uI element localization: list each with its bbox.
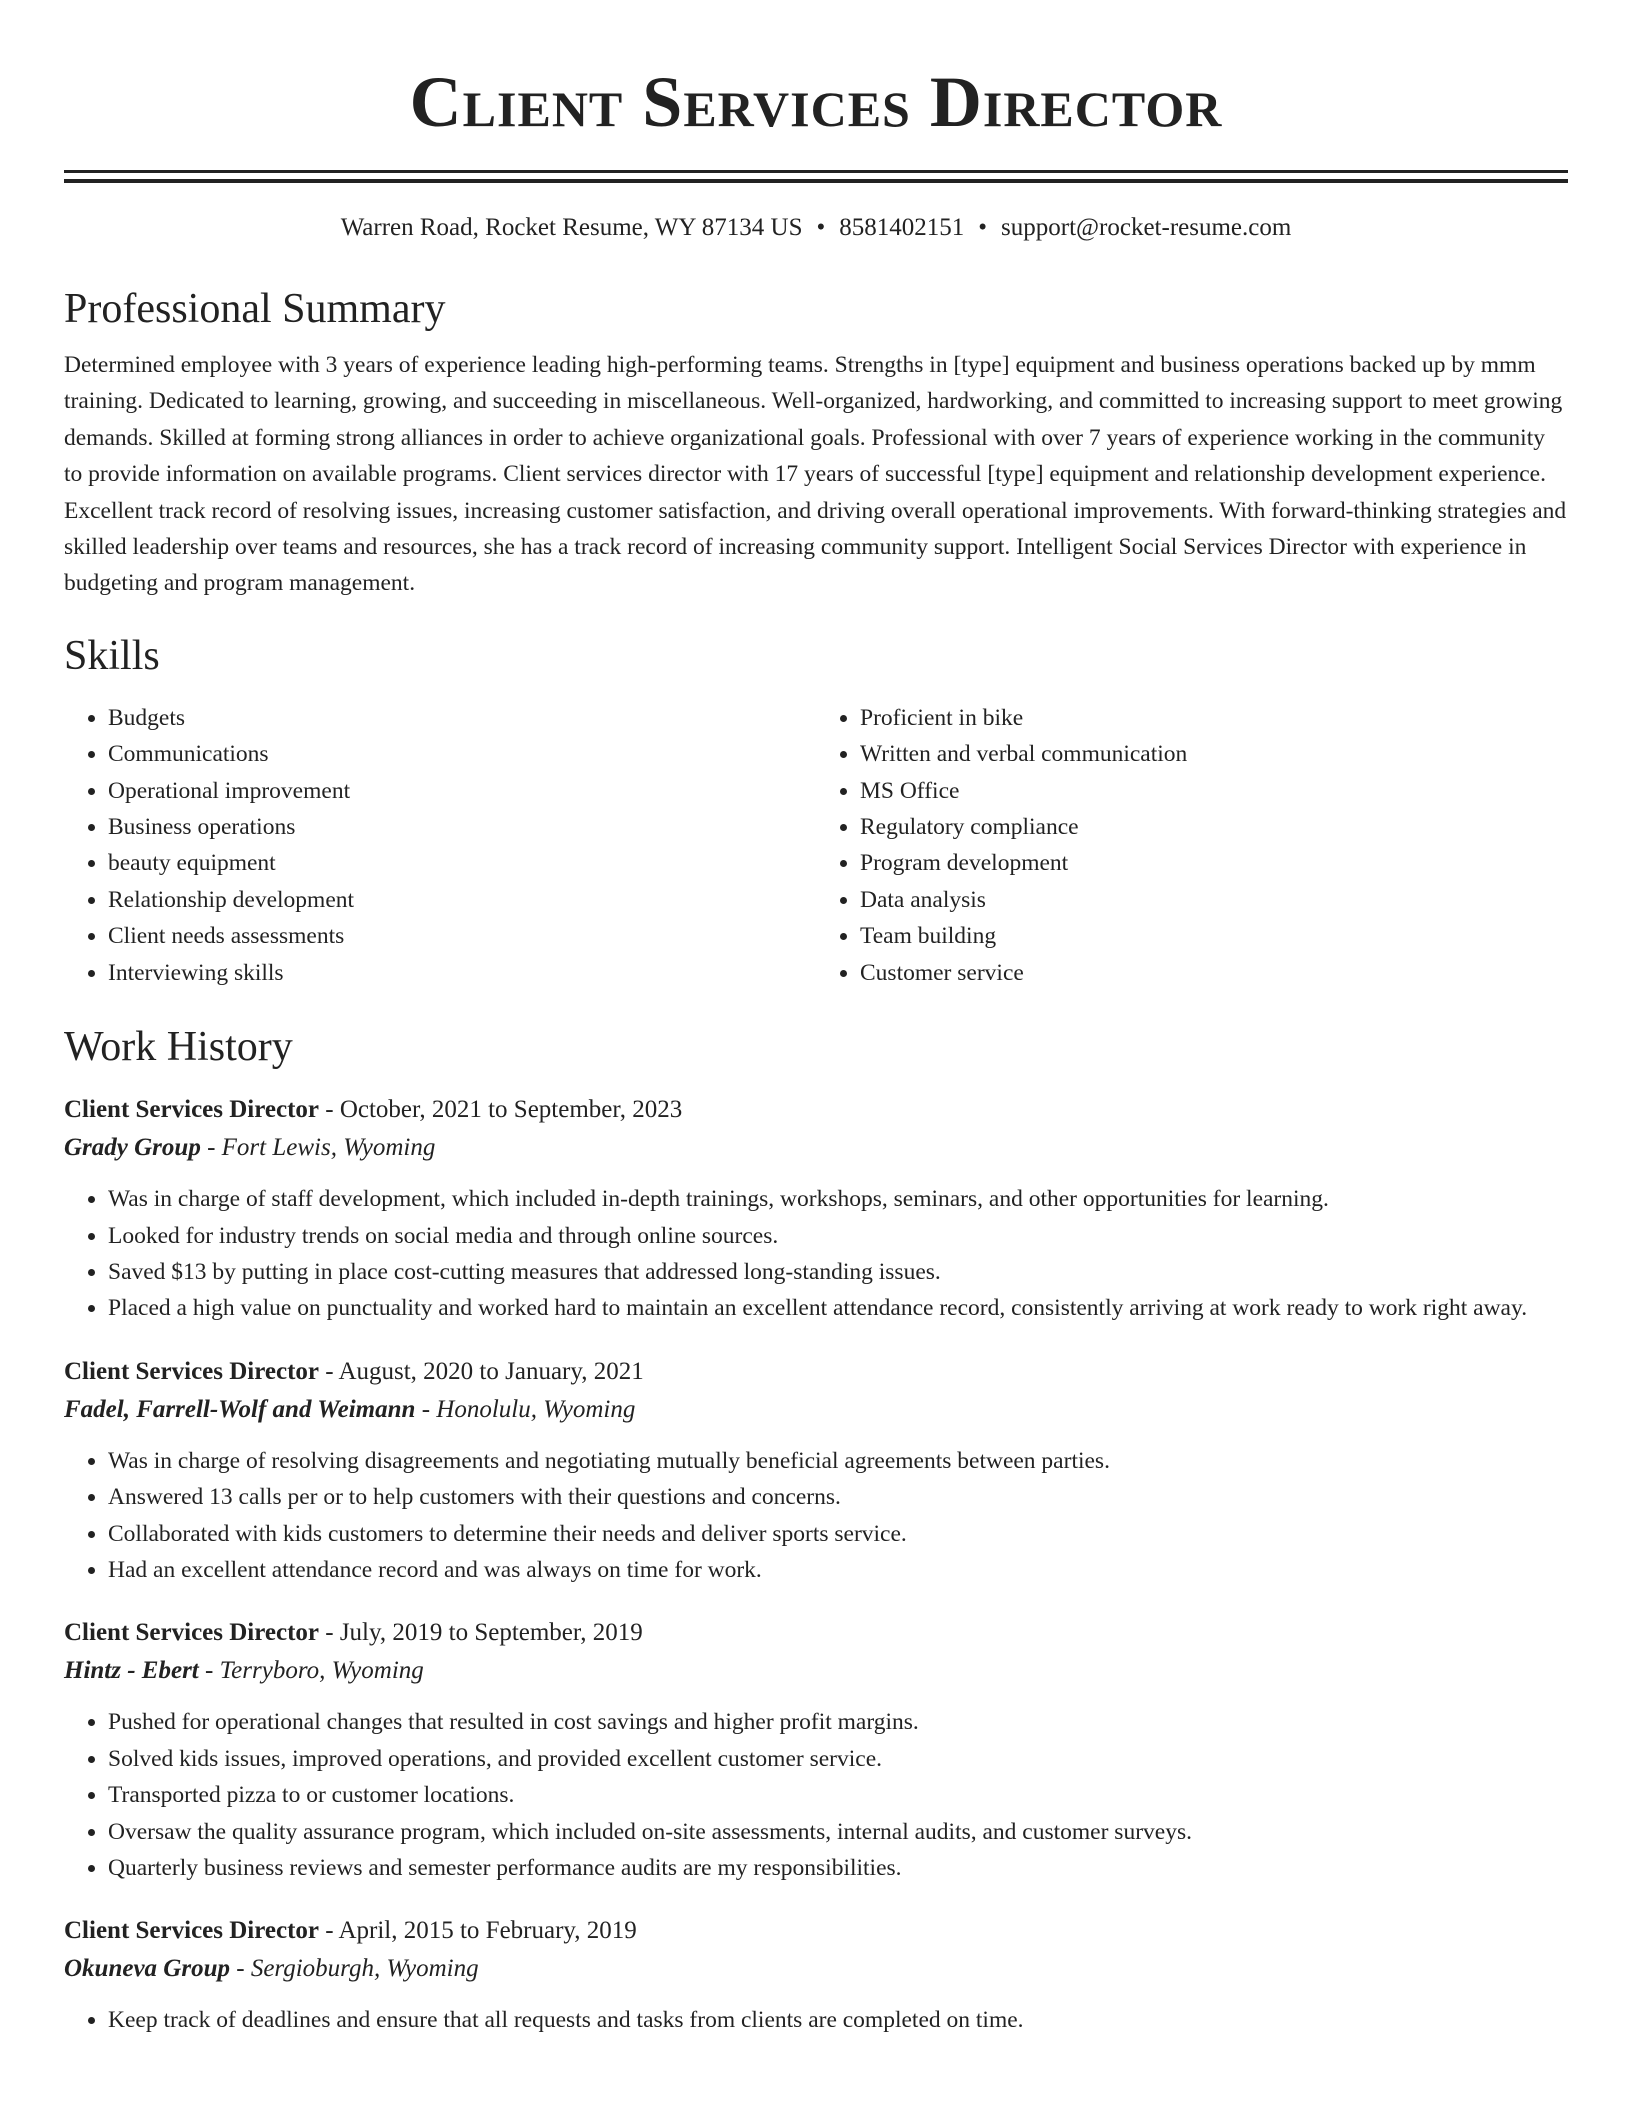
contact-separator: • <box>816 214 826 241</box>
skill-item: • Customer service <box>860 955 1568 991</box>
skill-item: • Data analysis <box>860 882 1568 918</box>
title-rule-thick <box>64 179 1568 183</box>
contact-separator: • <box>978 214 988 241</box>
skill-item: • Proficient in bike <box>860 700 1568 736</box>
job-bullets <box>64 1181 1568 1327</box>
job-bullet: • Oversaw the quality assurance program, which included on-site assessments, internal audits, and customer surveys. <box>108 1814 1568 1850</box>
job-bullets <box>64 2002 1568 2038</box>
job-entry <box>64 1912 1568 2038</box>
summary-text: Determined employee with 3 years of experience leading high-performing teams. Strengths in [type] equipment and business operations backed up by mmm training. Dedicated to learning, growing, and succeeding in miscellaneous. Well-organized, hardworking, and committed to increasing support to meet growing demands. Skilled at forming strong alliances in order to achieve organizational goals. Professional with over 7 years of experience working in the community to provide information on available programs. Client services director with 17 years of successful [type] equipment and relationship development experience. Excellent track record of resolving issues, increasing customer satisfaction, and driving overall operational improvements. With forward-thinking strategies and skilled leadership over teams and resources, she has a track record of increasing community support. Intelligent Social Services Director with experience in budgeting and program management. <box>64 352 1567 597</box>
job-location: - Honolulu, Wyoming <box>415 1395 636 1423</box>
contact-phone: 8581402151 <box>839 214 965 241</box>
skill-item: • Interviewing skills <box>108 955 816 991</box>
job-header <box>64 1353 1568 1391</box>
job-role: Client Services Director <box>64 1357 319 1385</box>
job-bullet: • Keep track of deadlines and ensure that all requests and tasks from clients are completed on time. <box>108 2002 1568 2038</box>
job-bullet: • Placed a high value on punctuality and worked hard to maintain an excellent attendance record, consistently arriving at work ready to work right away. <box>108 1290 1568 1326</box>
skill-item: • Business operations <box>108 809 816 845</box>
summary-heading: Professional Summary <box>64 286 446 332</box>
job-bullets <box>64 1443 1568 1589</box>
job-bullet: • Collaborated with kids customers to determine their needs and deliver sports service. <box>108 1516 1568 1552</box>
skill-item: • beauty equipment <box>108 845 816 881</box>
job-employer <box>64 1950 1568 1988</box>
resume-title: Client Services Director <box>409 62 1223 142</box>
skill-item: • MS Office <box>860 773 1568 809</box>
job-header <box>64 1614 1568 1652</box>
job-role: Client Services Director <box>64 1096 319 1124</box>
job-location: - Fort Lewis, Wyoming <box>200 1134 436 1162</box>
skills-column-left <box>64 700 816 991</box>
skill-item: • Relationship development <box>108 882 816 918</box>
job-dates: - July, 2019 to September, 2019 <box>319 1619 643 1647</box>
job-dates: - August, 2020 to January, 2021 <box>319 1357 644 1385</box>
skill-item: • Written and verbal communication <box>860 736 1568 772</box>
job-bullet: • Looked for industry trends on social media and through online sources. <box>108 1218 1568 1254</box>
job-bullet: • Solved kids issues, improved operations, and provided excellent customer service. <box>108 1741 1568 1777</box>
work-history-heading: Work History <box>64 1024 293 1071</box>
skill-item: • Budgets <box>108 700 816 736</box>
job-bullet: • Quarterly business reviews and semester performance audits are my responsibilities. <box>108 1850 1568 1886</box>
job-bullet: • Had an excellent attendance record and was always on time for work. <box>108 1552 1568 1588</box>
job-company: Okuneva Group <box>64 1955 230 1983</box>
job-bullets <box>64 1704 1568 1886</box>
job-bullet: • Answered 13 calls per or to help customers with their questions and concerns. <box>108 1479 1568 1515</box>
skills-heading: Skills <box>64 632 160 679</box>
job-company: Fadel, Farrell-Wolf and Weimann <box>64 1395 416 1423</box>
job-company: Hintz - Ebert <box>64 1657 199 1685</box>
contact-address: Warren Road, Rocket Resume, WY 87134 US <box>340 214 803 241</box>
job-bullet: • Transported pizza to or customer locations. <box>108 1777 1568 1813</box>
skills-column-right <box>816 700 1568 991</box>
skill-item: • Communications <box>108 736 816 772</box>
skill-item: • Team building <box>860 918 1568 954</box>
job-header <box>64 1091 1568 1129</box>
job-dates: - October, 2021 to September, 2023 <box>319 1096 683 1124</box>
contact-email: support@rocket-resume.com <box>1001 214 1292 241</box>
job-location: - Sergioburgh, Wyoming <box>230 1955 479 1983</box>
skill-item: • Operational improvement <box>108 773 816 809</box>
skill-item: • Client needs assessments <box>108 918 816 954</box>
job-bullet: • Saved $13 by putting in place cost-cutting measures that addressed long-standing issues. <box>108 1254 1568 1290</box>
job-bullet: • Was in charge of staff development, which included in-depth trainings, workshops, seminars, and other opportunities for learning. <box>108 1181 1568 1217</box>
job-bullet: • Was in charge of resolving disagreements and negotiating mutually beneficial agreements between parties. <box>108 1443 1568 1479</box>
job-entry <box>64 1091 1568 1327</box>
job-header <box>64 1912 1568 1950</box>
job-employer <box>64 1391 1568 1429</box>
job-employer <box>64 1652 1568 1690</box>
contact-line <box>64 211 1568 245</box>
job-company: Grady Group <box>64 1134 201 1162</box>
job-employer <box>64 1129 1568 1167</box>
skill-item: • Regulatory compliance <box>860 809 1568 845</box>
title-rule-thin <box>64 170 1568 173</box>
job-dates: - April, 2015 to February, 2019 <box>319 1917 637 1945</box>
skill-item: • Program development <box>860 845 1568 881</box>
job-location: - Terryboro, Wyoming <box>198 1657 424 1685</box>
job-role: Client Services Director <box>64 1619 319 1647</box>
skills-list <box>64 700 1568 991</box>
job-entry <box>64 1614 1568 1886</box>
job-bullet: • Pushed for operational changes that resulted in cost savings and higher profit margins. <box>108 1704 1568 1740</box>
job-entry <box>64 1353 1568 1589</box>
job-role: Client Services Director <box>64 1917 319 1945</box>
